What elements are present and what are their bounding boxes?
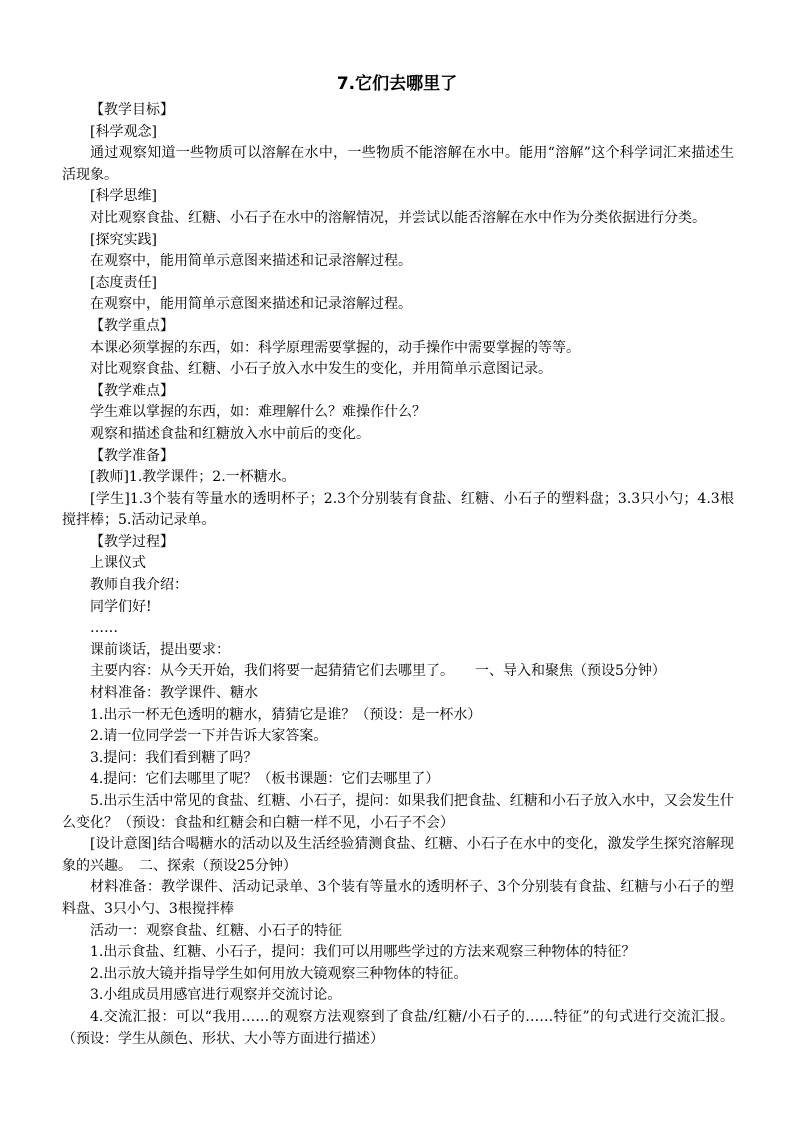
paragraph: 主要内容：从今天开始，我们将要一起猜猜它们去哪里了。 一、导入和聚焦（预设5分钟） bbox=[90, 663, 666, 680]
paragraph: 对比观察食盐、红糖、小石子在水中的溶解情况，并尝试以能否溶解在水中作为分类依据进行分类。 bbox=[90, 209, 706, 226]
paragraph: 2.出示放大镜并指导学生如何用放大镜观察三种物体的特征。 bbox=[90, 965, 468, 982]
paragraph: 对比观察食盐、红糖、小石子放入水中发生的变化，并用简单示意图记录。 bbox=[90, 361, 552, 378]
paragraph: 学生难以掌握的东西，如：难理解什么？难操作什么？ bbox=[90, 404, 426, 421]
paragraph: 材料准备：教学课件、糖水 bbox=[90, 685, 258, 702]
paragraph: 在观察中，能用简单示意图来描述和记录溶解过程。 bbox=[90, 296, 412, 313]
paragraph: 4.提问：它们去哪里了呢？（板书课题：它们去哪里了） bbox=[90, 771, 440, 788]
paragraph: 上课仪式 bbox=[90, 555, 146, 572]
paragraph: [态度责任] bbox=[90, 274, 157, 291]
paragraph: 本课必须掌握的东西，如：科学原理需要掌握的，动手操作中需要掌握的等等。 bbox=[90, 339, 580, 356]
paragraph: 【教学难点】 bbox=[90, 382, 174, 399]
paragraph: [科学思维] bbox=[90, 188, 157, 205]
paragraph: [教师]1.教学课件；2.一杯糖水。 bbox=[90, 469, 296, 486]
document-body bbox=[62, 100, 734, 1050]
paragraph: 课前谈话，提出要求： bbox=[90, 641, 230, 658]
paragraph: 2.请一位同学尝一下并告诉大家答案。 bbox=[90, 728, 328, 745]
paragraph: 活动一：观察食盐、红糖、小石子的特征 bbox=[90, 922, 342, 939]
paragraph: 在观察中，能用简单示意图来描述和记录溶解过程。 bbox=[90, 253, 412, 270]
paragraph: 3.提问：我们看到糖了吗？ bbox=[90, 749, 258, 766]
paragraph: [学生]1.3个装有等量水的透明杯子；2.3个分别装有食盐、红糖、小石子的塑料盘；3.3只小勺；4.3根搅拌棒；5.活动记录单。 bbox=[62, 490, 734, 529]
paragraph: 4.交流汇报：可以“我用……的观察方法观察到了食盐/红糖/小石子的……特征”的句式进行交流汇报。（预设：学生从颜色、形状、大小等方面进行描述） bbox=[62, 1008, 734, 1047]
paragraph: [科学观念] bbox=[90, 123, 157, 140]
paragraph: 教师自我介绍： bbox=[90, 577, 188, 594]
paragraph: 1.出示食盐、红糖、小石子，提问：我们可以用哪些学过的方法来观察三种物体的特征？ bbox=[90, 944, 636, 961]
paragraph: [探究实践] bbox=[90, 231, 157, 248]
paragraph: 材料准备：教学课件、活动记录单、3个装有等量水的透明杯子、3个分别装有食盐、红糖与小石子的塑料盘、3只小勺、3根搅拌棒 bbox=[62, 879, 734, 917]
paragraph: 【教学准备】 bbox=[90, 447, 174, 464]
paragraph: 5.出示生活中常见的食盐、红糖、小石子，提问：如果我们把食盐、红糖和小石子放入水中，又会发生什么变化？（预设：食盐和红糖会和白糖一样不见，小石子不会） bbox=[62, 793, 734, 831]
paragraph: 3.小组成员用感官进行观察并交流讨论。 bbox=[90, 987, 342, 1004]
paragraph: 同学们好! bbox=[90, 598, 152, 615]
paragraph: 通过观察知道一些物质可以溶解在水中，一些物质不能溶解在水中。能用“溶解”这个科学词汇来描述生活现象。 bbox=[62, 145, 734, 183]
paragraph: [设计意图]结合喝糖水的活动以及生活经验猜测食盐、红糖、小石子在水中的变化，激发学生探究溶解现象的兴趣。 二、探索（预设25分钟） bbox=[62, 836, 734, 874]
paragraph: 观察和描述食盐和红糖放入水中前后的变化。 bbox=[90, 425, 370, 442]
paragraph: 【教学重点】 bbox=[90, 317, 174, 334]
paragraph: 【教学过程】 bbox=[90, 533, 174, 550]
paragraph: …… bbox=[90, 620, 118, 637]
document-title: 7.它们去哪里了 bbox=[336, 74, 458, 94]
paragraph: 1.出示一杯无色透明的糖水，猜猜它是谁？（预设：是一杯水） bbox=[90, 706, 482, 723]
paragraph: 【教学目标】 bbox=[90, 102, 174, 118]
